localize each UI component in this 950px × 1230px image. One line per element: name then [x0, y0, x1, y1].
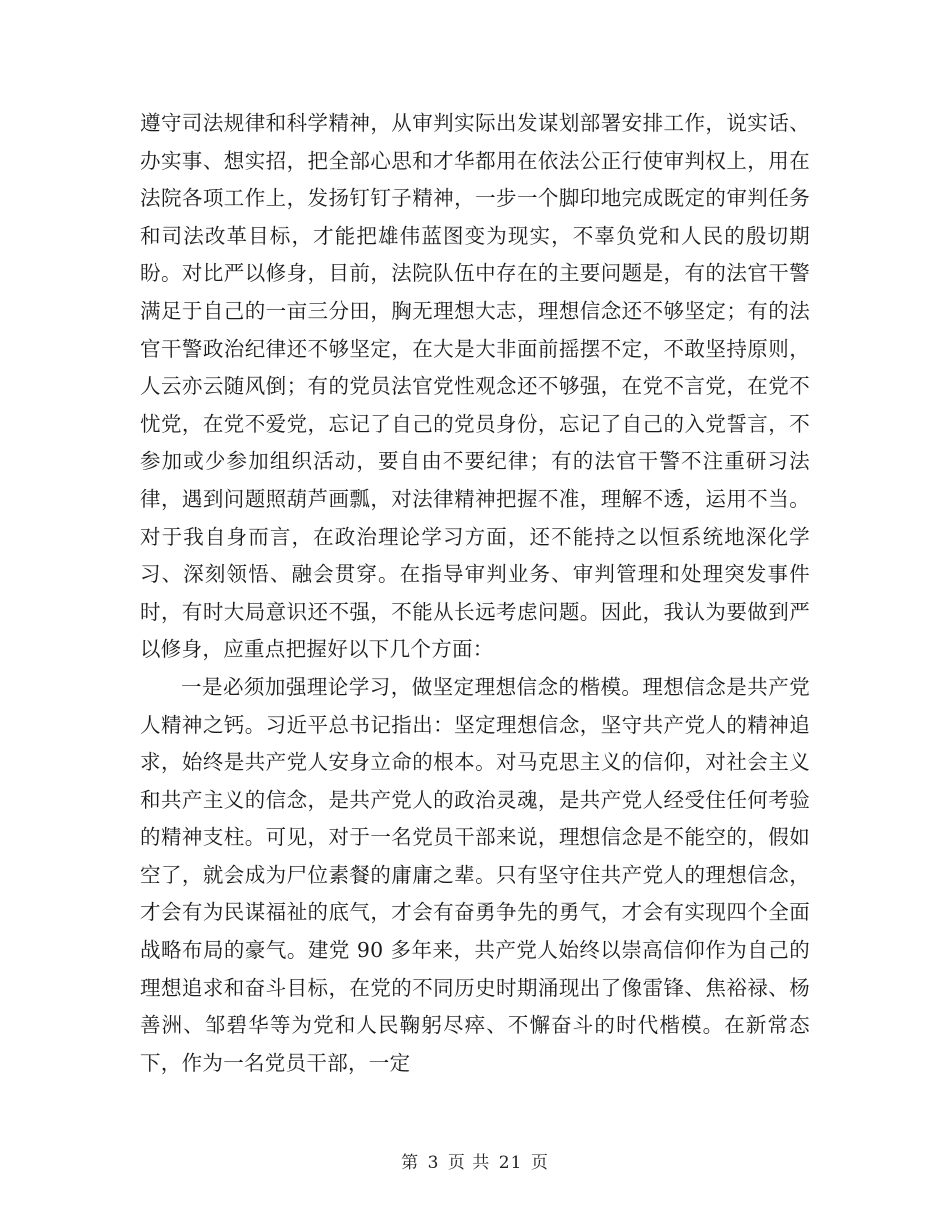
footer-prefix: 第 — [401, 1153, 420, 1173]
paragraph-1: 遵守司法规律和科学精神，从审判实际出发谋划部署安排工作，说实话、办实事、想实招，把全部心思和才华都用在依法公正行使审判权上，用在法院各项工作上，发扬钉钉子精神，一步一个脚印地完成既定的审判任务和司法改革目标，才能把雄伟蓝图变为现实，不辜负党和人民的殷切期盼。对比严以修身，目前，法院队伍中存在的主要问题是，有的法官干警满足于自己的一亩三分田，胸无理想大志，理想信念还不够坚定；有的法官干警政治纪律还不够坚定，在大是大非面前摇摆不定，不敢坚持原则，人云亦云随风倒；有的党员法官党性观念还不够强，在党不言党，在党不忧党，在党不爱党，忘记了自己的党员身份，忘记了自己的入党誓言，不参加或少参加组织活动，要自由不要纪律；有的法官干警不注重研习法律，遇到问题照葫芦画瓢，对法律精神把握不准，理解不透，运用不当。对于我自身而言，在政治理论学习方面，还不能持之以恒系统地深化学习、深刻领悟、融会贯穿。在指导审判业务、审判管理和处理突发事件时，有时大局意识还不强，不能从长远考虑问题。因此，我认为要做到严以修身，应重点把握好以下几个方面： — [140, 111, 810, 662]
paragraph-2: 一是必须加强理论学习，做坚定理想信念的楷模。理想信念是共产党人精神之钙。习近平总书记指出：坚定理想信念，坚守共产党人的精神追求，始终是共产党人安身立命的根本。对马克思主义的信仰，对社会主义和共产主义的信念，是共产党人的政治灵魂，是共产党人经受住任何考验的精神支柱。可见，对于一名党员干部来说，理想信念是不能空的，假如空了，就会成为尸位素餐的庸庸之辈。只有坚守住共产党人的理想信念，才会有为民谋福祉的底气，才会有奋勇争先的勇气，才会有实现四个全面战略布局的豪气。建党 90 多年来，共产党人始终以崇高信仰作为自己的理想追求和奋斗目标，在党的不同历史时期涌现出了像雷锋、焦裕禄、杨善洲、邹碧华等为党和人民鞠躬尽瘁、不懈奋斗的时代楷模。在新常态下，作为一名党员干部，一定 — [140, 674, 810, 1075]
document-body — [140, 105, 810, 1082]
footer-middle: 页 共 — [447, 1153, 491, 1173]
footer-current-page: 3 — [427, 1153, 440, 1173]
footer-total-pages: 21 — [498, 1153, 523, 1173]
footer-suffix: 页 — [530, 1153, 549, 1173]
page-footer — [0, 1148, 950, 1173]
